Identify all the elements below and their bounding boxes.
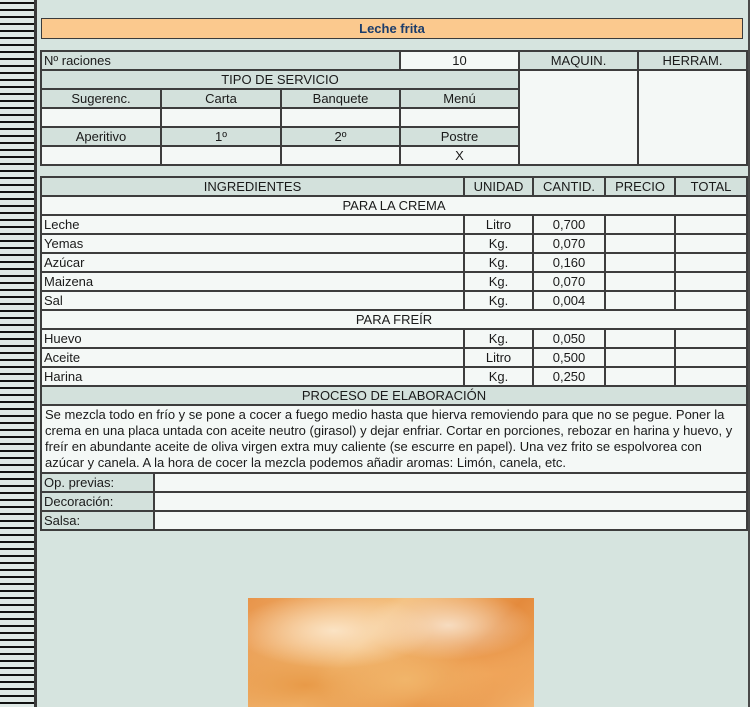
service-carta-value[interactable] bbox=[161, 108, 281, 127]
notes-decoracion-label: Decoración: bbox=[41, 492, 154, 511]
service-primero-value[interactable] bbox=[161, 146, 281, 165]
herramientas-field[interactable] bbox=[638, 70, 747, 165]
service-carta-label: Carta bbox=[161, 89, 281, 108]
ingredient-total[interactable] bbox=[675, 348, 747, 367]
ingredient-price[interactable] bbox=[605, 367, 675, 386]
service-aperitivo-label: Aperitivo bbox=[41, 127, 161, 146]
ingredient-total[interactable] bbox=[675, 215, 747, 234]
service-banquete-label: Banquete bbox=[281, 89, 400, 108]
notes-salsa-value[interactable] bbox=[154, 511, 747, 530]
col-unidad: UNIDAD bbox=[464, 177, 533, 196]
service-postre-label: Postre bbox=[400, 127, 519, 146]
spiral-binding bbox=[0, 0, 34, 707]
col-cantidad: CANTID. bbox=[533, 177, 605, 196]
col-total: TOTAL bbox=[675, 177, 747, 196]
ingredient-unit[interactable]: Litro bbox=[464, 215, 533, 234]
group-heading: PARA FREÍR bbox=[41, 310, 747, 329]
ingredient-name[interactable]: Huevo bbox=[41, 329, 464, 348]
ingredient-unit[interactable]: Kg. bbox=[464, 367, 533, 386]
table-row bbox=[41, 291, 747, 310]
ingredient-unit[interactable]: Litro bbox=[464, 348, 533, 367]
raciones-label: Nº raciones bbox=[41, 51, 400, 70]
table-row bbox=[41, 234, 747, 253]
ingredient-total[interactable] bbox=[675, 253, 747, 272]
ingredient-price[interactable] bbox=[605, 291, 675, 310]
process-heading: PROCESO DE ELABORACIÓN bbox=[41, 386, 747, 405]
group-heading: PARA LA CREMA bbox=[41, 196, 747, 215]
ingredient-name[interactable]: Azúcar bbox=[41, 253, 464, 272]
ingredient-total[interactable] bbox=[675, 329, 747, 348]
ingredient-qty[interactable]: 0,004 bbox=[533, 291, 605, 310]
table-row bbox=[41, 348, 747, 367]
notes-salsa-label: Salsa: bbox=[41, 511, 154, 530]
service-banquete-value[interactable] bbox=[281, 108, 400, 127]
ingredient-qty[interactable]: 0,070 bbox=[533, 272, 605, 291]
ingredient-unit[interactable]: Kg. bbox=[464, 272, 533, 291]
service-segundo-label: 2º bbox=[281, 127, 400, 146]
service-segundo-value[interactable] bbox=[281, 146, 400, 165]
table-row bbox=[41, 367, 747, 386]
recipe-title: Leche frita bbox=[41, 18, 743, 39]
service-sugerencia-label: Sugerenc. bbox=[41, 89, 161, 108]
ingredient-price[interactable] bbox=[605, 234, 675, 253]
col-ingredientes: INGREDIENTES bbox=[41, 177, 464, 196]
ingredient-name[interactable]: Maizena bbox=[41, 272, 464, 291]
table-row bbox=[41, 215, 747, 234]
ingredient-qty[interactable]: 0,700 bbox=[533, 215, 605, 234]
ingredient-name[interactable]: Leche bbox=[41, 215, 464, 234]
col-precio: PRECIO bbox=[605, 177, 675, 196]
service-aperitivo-value[interactable] bbox=[41, 146, 161, 165]
ingredient-name[interactable]: Yemas bbox=[41, 234, 464, 253]
ingredients-table bbox=[40, 176, 748, 531]
ingredient-unit[interactable]: Kg. bbox=[464, 329, 533, 348]
ingredient-total[interactable] bbox=[675, 234, 747, 253]
maquinaria-field[interactable] bbox=[519, 70, 638, 165]
service-menu-label: Menú bbox=[400, 89, 519, 108]
service-postre-value[interactable]: X bbox=[400, 146, 519, 165]
process-text[interactable]: Se mezcla todo en frío y se pone a cocer a fuego medio hasta que hierva removiendo para que no se pegue. Poner la crema en una placa untada con aceite neutro (girasol) y dejar enfriar. Cortar en porciones, rebozar en harina y huevo, y freír en abundante aceite de oliva virgen extra muy caliente (se escurre en papel). Una vez frito se espolvorea con azúcar y canela. A la hora de cocer la mezcla podemos añadir aromas: Limón, canela, etc. bbox=[41, 405, 747, 473]
service-primero-label: 1º bbox=[161, 127, 281, 146]
herramientas-label: HERRAM. bbox=[638, 51, 747, 70]
ingredient-price[interactable] bbox=[605, 348, 675, 367]
ingredient-total[interactable] bbox=[675, 272, 747, 291]
raciones-value[interactable]: 10 bbox=[400, 51, 519, 70]
maquinaria-label: MAQUIN. bbox=[519, 51, 638, 70]
ingredient-qty[interactable]: 0,160 bbox=[533, 253, 605, 272]
dish-photo bbox=[248, 598, 534, 707]
ingredient-qty[interactable]: 0,070 bbox=[533, 234, 605, 253]
ingredient-unit[interactable]: Kg. bbox=[464, 234, 533, 253]
ingredient-qty[interactable]: 0,050 bbox=[533, 329, 605, 348]
ingredient-qty[interactable]: 0,250 bbox=[533, 367, 605, 386]
notes-op-previas-label: Op. previas: bbox=[41, 473, 154, 492]
table-row bbox=[41, 329, 747, 348]
ingredient-total[interactable] bbox=[675, 291, 747, 310]
ingredient-price[interactable] bbox=[605, 272, 675, 291]
service-menu-value[interactable] bbox=[400, 108, 519, 127]
tipo-servicio-label: TIPO DE SERVICIO bbox=[41, 70, 519, 89]
table-row bbox=[41, 272, 747, 291]
service-sugerencia-value[interactable] bbox=[41, 108, 161, 127]
ingredient-price[interactable] bbox=[605, 215, 675, 234]
ingredient-qty[interactable]: 0,500 bbox=[533, 348, 605, 367]
ingredient-total[interactable] bbox=[675, 367, 747, 386]
ingredient-name[interactable]: Aceite bbox=[41, 348, 464, 367]
table-row bbox=[41, 253, 747, 272]
notes-op-previas-value[interactable] bbox=[154, 473, 747, 492]
ingredient-price[interactable] bbox=[605, 253, 675, 272]
ingredient-unit[interactable]: Kg. bbox=[464, 291, 533, 310]
ingredient-unit[interactable]: Kg. bbox=[464, 253, 533, 272]
notes-decoracion-value[interactable] bbox=[154, 492, 747, 511]
ingredient-name[interactable]: Harina bbox=[41, 367, 464, 386]
ingredient-name[interactable]: Sal bbox=[41, 291, 464, 310]
ingredient-price[interactable] bbox=[605, 329, 675, 348]
service-table bbox=[40, 50, 748, 166]
